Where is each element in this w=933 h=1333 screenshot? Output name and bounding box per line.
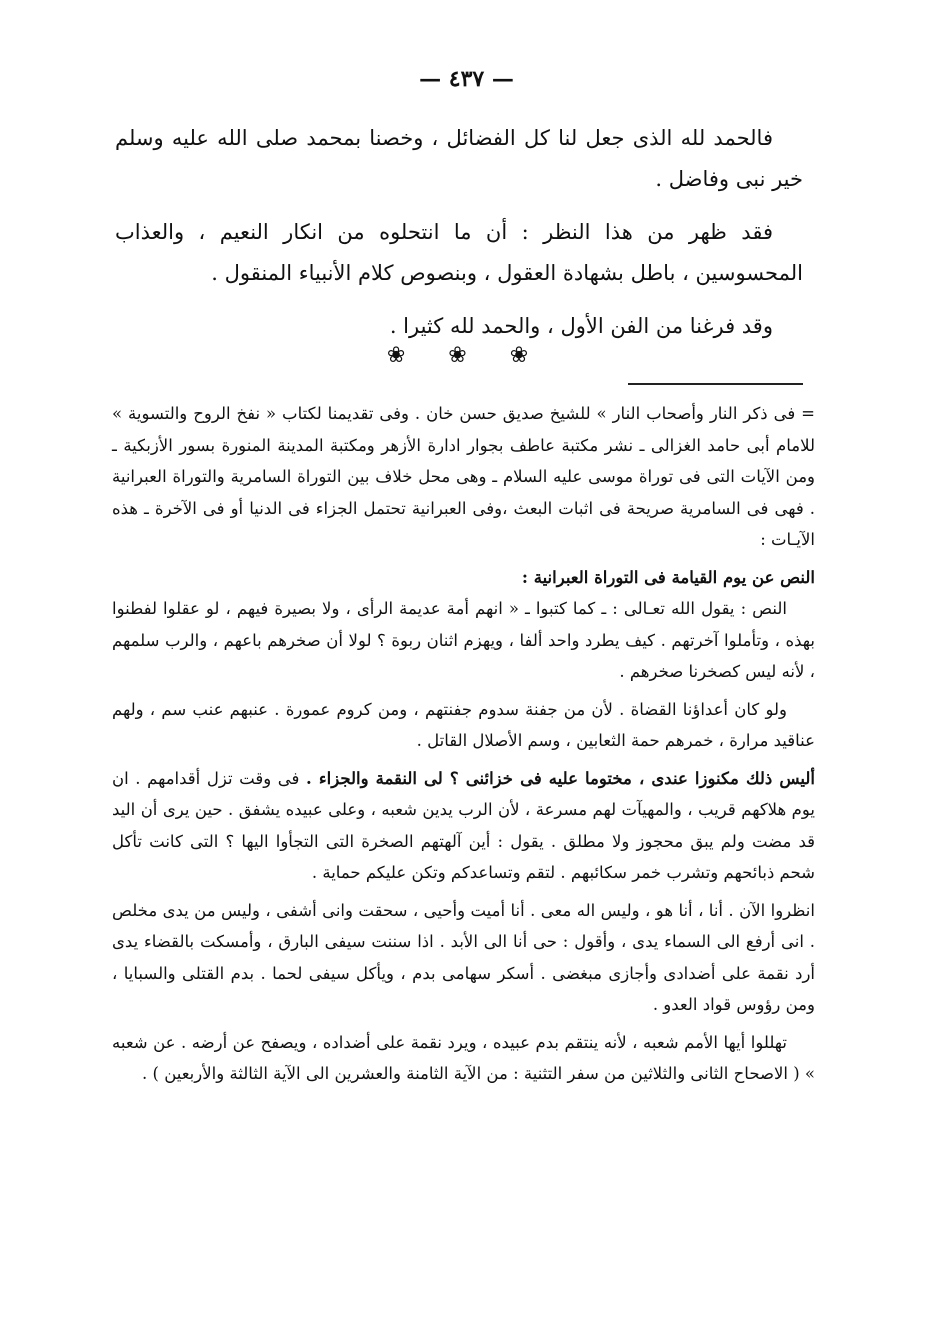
main-paragraph: فقد ظهر من هذا النظر : أن ما انتحلوه من انكار النعيم ، والعذاب المحسوسين ، باطل بشهادة العقول ، وبنصوص كلام الأنبياء المنقول . xyxy=(115,220,803,285)
main-paragraph: فالحمد لله الذى جعل لنا كل الفضائل ، وخصنا بمحمد صلى الله عليه وسلم خير نبى وفاضل . xyxy=(115,126,803,191)
footnote-paragraph: تهللوا أيها الأمم شعبه ، لأنه ينتقم بدم عبيده ، ويرد نقمة على أضداده ، ويصفح عن أرضه . عن شعبه » ( الاصحاح الثانى والثلاثين من سفر التثنية : من الآية الثامنة والعشرين الى الآية الثالثة والأربعين ) . xyxy=(112,1032,815,1083)
footnote-intro: = فى ذكر النار وأصحاب النار » للشيخ صديق حسن خان . وفى تقديمنا لكتاب « نفخ الروح والتسوية » للامام أبى حامد الغزالى ـ نشر مكتبة عاطف بجوار ادارة الأزهر ومكتبة المدينة المنورة بسور الأزبكية ـ ومن الآيات التى فى توراة موسى عليه السلام ـ وهى محل خلاف بين التوراة السامرية والتوراة العبرانية . فهى فى السامرية صريحة فى اثبات البعث ،وفى العبرانية تحتمل الجزاء فى الدنيا أو فى الآخرة ـ هذه الآيـات : xyxy=(112,404,815,549)
section-separator: ❀ ❀ ❀ xyxy=(386,343,547,368)
footnotes xyxy=(112,398,815,1096)
footnote-paragraph: انظروا الآن . أنا ، أنا هو ، وليس اله معى . أنا أميت وأحيى ، سحقت وانى أشفى ، وليس من يدى مخلص . انى أرفع الى السماء يدى ، وأقول : حى أنا الى الأبد . اذا سننت سيفى البارق ، وأمسكت بالقضاء يدى أرد نقمة على أضدادى وأجازى مبغضى . أسكر سهامى بدم ، ويأكل سيفى لحما . بدم القتلى والسبايا ، ومن رؤوس قواد العدو . xyxy=(112,900,815,1014)
footnote-heading: النص عن يوم القيامة فى التوراة العبرانية : xyxy=(521,567,815,587)
page-number: — ٤٣٧ — xyxy=(419,66,514,92)
footnote-paragraph: ولو كان أعداؤنا القضاة . لأن من جفنة سدوم جفنتهم ، ومن كروم عمورة . عنبهم عنب سم ، ولهم عناقيد مرارة ، خمرهم حمة الثعابين ، وسم الأصلال القاتل . xyxy=(112,699,815,750)
footnote-divider xyxy=(628,383,803,385)
footnote-paragraph: النص : يقول الله تعـالى : ـ كما كتبوا ـ « انهم أمة عديمة الرأى ، ولا بصيرة فيهم ، لو عقلوا لفطنوا بهذه ، وتأملوا آخرتهم . كيف يطرد واحد ألفا ، ويهزم اثنان ربوة ؟ لولا أن صخرهم باعهم ، والرب سلمهم ، لأنه ليس كصخرنا صخرهم . xyxy=(112,599,815,681)
footnote-bold-lead: أليس ذلك مكنوزا عندى ، مختوما عليه فى خزائنى ؟ لى النقمة والجزاء . xyxy=(306,768,815,788)
footnote-paragraph xyxy=(112,763,815,889)
main-text xyxy=(115,118,803,359)
main-paragraph: وقد فرغنا من الفن الأول ، والحمد لله كثيرا . xyxy=(389,314,773,338)
footnote-text: فى وقت تزل أقدامهم . ان يوم هلاكهم قريب ، والمهيآت لهم مسرعة ، لأن الرب يدين شعبه ، وعلى عبيده يشفق . حين يرى أن اليد قد مضت ولم يبق محجوز ولا مطلق . يقول : أين آلهتهم الصخرة التى التجأوا اليها ؟ التى كانت تأكل شحم ذبائحهم وتشرب خمر سكائبهم . لتقم وتساعدكم وتكن عليكم حماية . xyxy=(112,768,815,882)
